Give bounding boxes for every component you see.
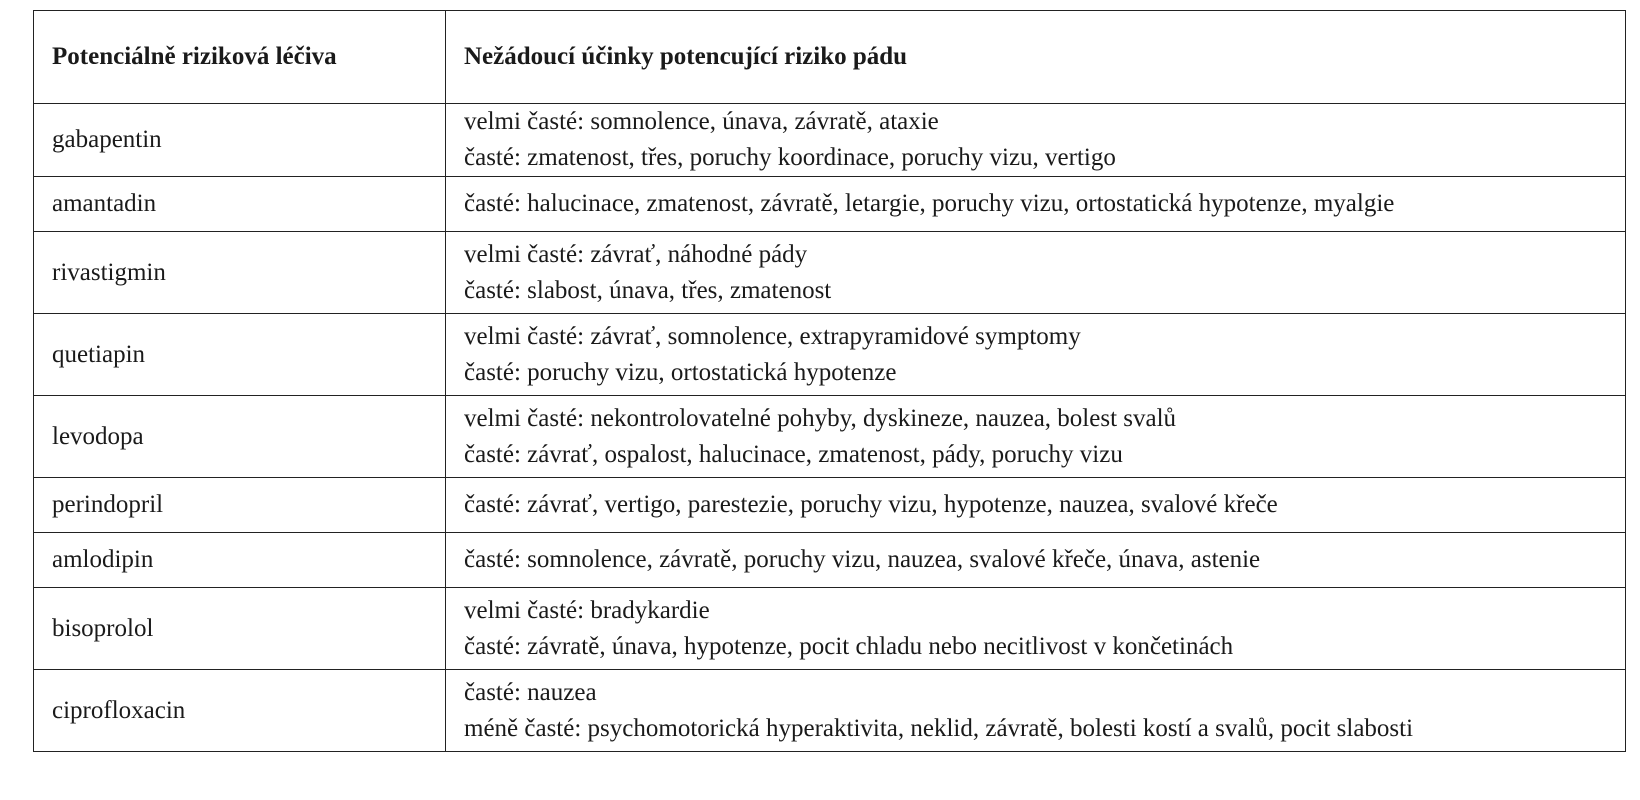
effects-cell [446, 177, 1626, 232]
effects-line: časté: zmatenost, třes, poruchy koordinace, poruchy vizu, vertigo [464, 144, 1116, 171]
drug-risk-table [33, 10, 1626, 752]
drug-risk-table-container [33, 10, 1625, 752]
effects-line: časté: halucinace, zmatenost, závratě, letargie, poruchy vizu, ortostatická hypotenze, myalgie [464, 190, 1395, 217]
effects-cell [446, 104, 1626, 177]
table-row [34, 396, 1626, 478]
table-row [34, 314, 1626, 396]
table-row [34, 232, 1626, 314]
header-drug: Potenciálně riziková léčiva [34, 11, 446, 104]
header-effects: Nežádoucí účinky potencující riziko pádu [446, 11, 1626, 104]
effects-line: velmi časté: závrať, somnolence, extrapyramidové symptomy [464, 322, 1081, 350]
effects-line: velmi časté: nekontrolovatelné pohyby, dyskineze, nauzea, bolest svalů [464, 404, 1177, 432]
drug-name: levodopa [34, 396, 446, 478]
table-row [34, 670, 1626, 752]
drug-name: amlodipin [34, 533, 446, 588]
drug-name: gabapentin [34, 104, 446, 177]
effects-line: časté: somnolence, závratě, poruchy vizu, nauzea, svalové křeče, únava, astenie [464, 546, 1261, 573]
table-row [34, 533, 1626, 588]
effects-line: velmi časté: bradykardie [464, 596, 710, 624]
effects-cell [446, 533, 1626, 588]
effects-line: velmi časté: somnolence, únava, závratě, ataxie [464, 108, 939, 135]
table-row [34, 588, 1626, 670]
effects-cell [446, 478, 1626, 533]
effects-line: časté: nauzea [464, 678, 597, 706]
drug-name: rivastigmin [34, 232, 446, 314]
effects-line: velmi časté: závrať, náhodné pády [464, 240, 808, 268]
effects-line: časté: závrať, ospalost, halucinace, zmatenost, pády, poruchy vizu [464, 440, 1123, 468]
effects-cell [446, 670, 1626, 752]
effects-cell [446, 396, 1626, 478]
table-row [34, 104, 1626, 177]
effects-line: časté: závrať, vertigo, parestezie, poruchy vizu, hypotenze, nauzea, svalové křeče [464, 491, 1278, 518]
table-row [34, 177, 1626, 232]
effects-line: časté: závratě, únava, hypotenze, pocit chladu nebo necitlivost v končetinách [464, 632, 1234, 660]
drug-name: ciprofloxacin [34, 670, 446, 752]
effects-line: časté: poruchy vizu, ortostatická hypotenze [464, 358, 897, 386]
table-row [34, 478, 1626, 533]
drug-name: bisoprolol [34, 588, 446, 670]
drug-name: amantadin [34, 177, 446, 232]
effects-line: časté: slabost, únava, třes, zmatenost [464, 276, 832, 304]
drug-name: perindopril [34, 478, 446, 533]
effects-line: méně časté: psychomotorická hyperaktivita, neklid, závratě, bolesti kostí a svalů, pocit slabosti [464, 714, 1414, 742]
drug-name: quetiapin [34, 314, 446, 396]
effects-cell [446, 232, 1626, 314]
table-header-row [34, 11, 1626, 104]
effects-cell [446, 314, 1626, 396]
effects-cell [446, 588, 1626, 670]
